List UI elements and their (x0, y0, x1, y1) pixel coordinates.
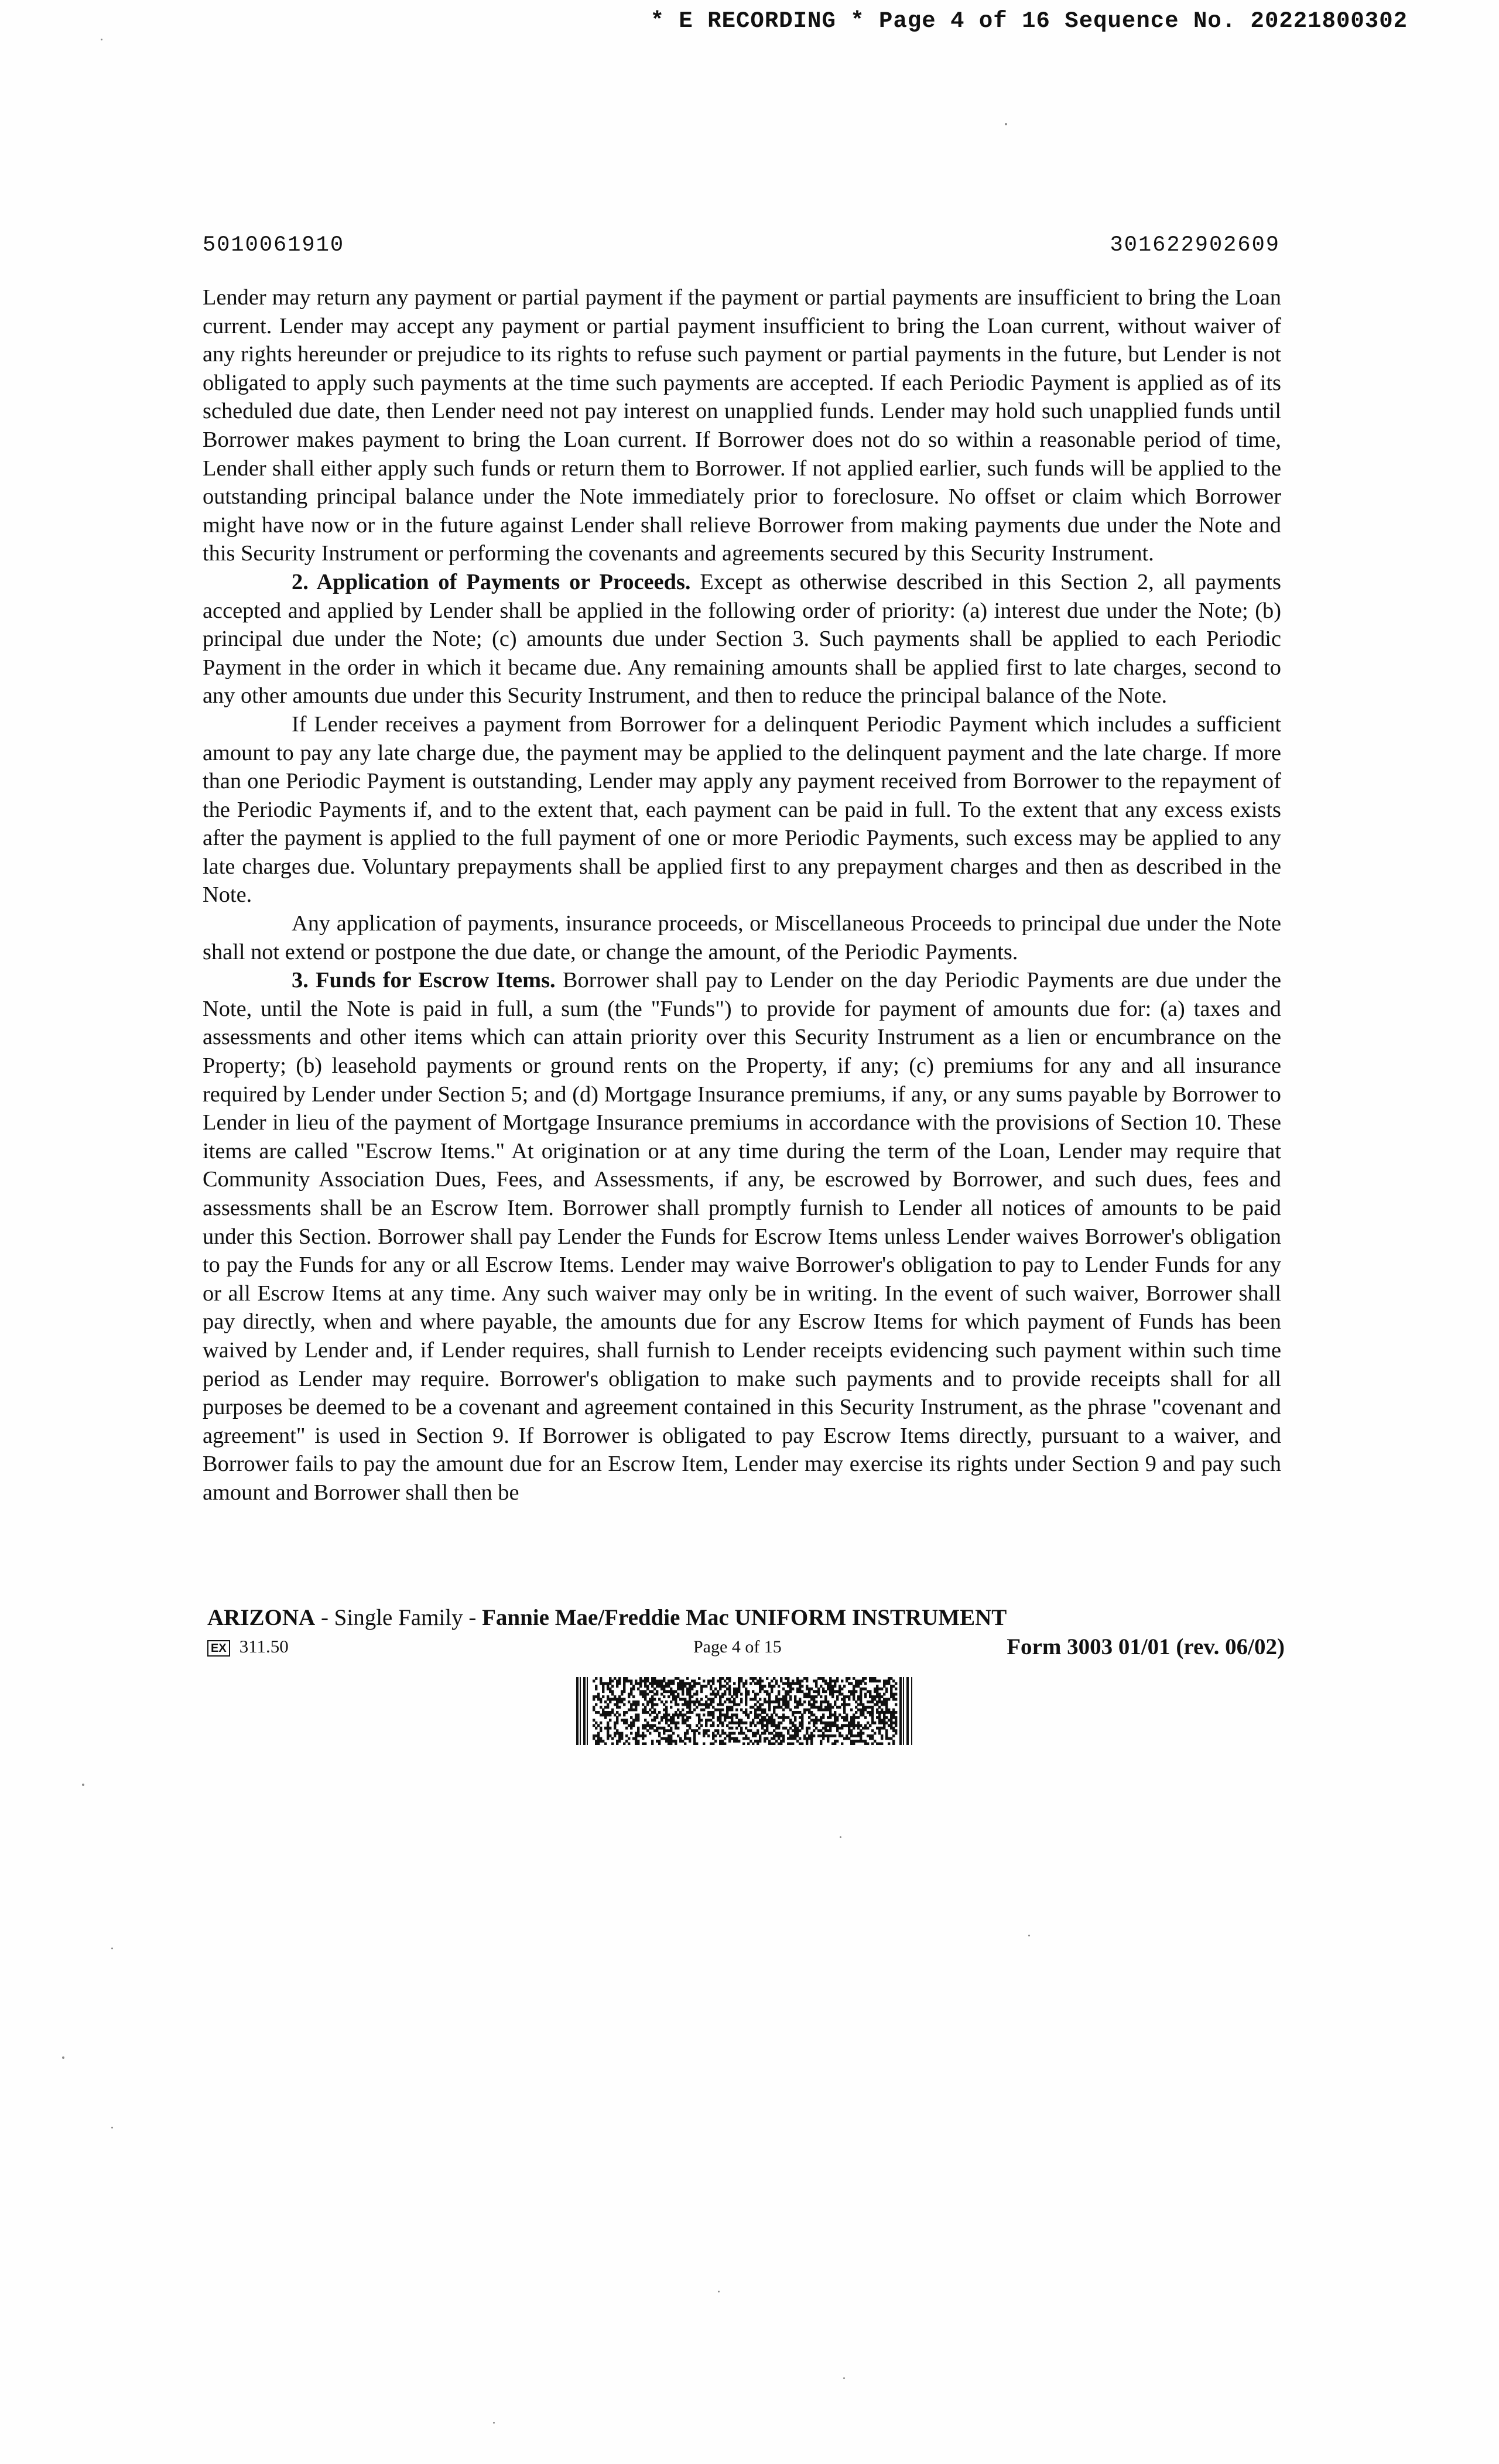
scan-speck (101, 39, 102, 40)
form-number: Form 3003 01/01 (rev. 06/02) (1007, 1634, 1285, 1659)
form-box-label: EX (207, 1640, 230, 1657)
barcode-image (576, 1677, 916, 1745)
footer-instrument-line (207, 1604, 1007, 1631)
section-3-heading: 3. Funds for Escrow Items. (292, 968, 556, 993)
paragraph-application-of-proceeds: Any application of payments, insurance proceeds, or Miscellaneous Proceeds to principal due under the Note shall not extend or postpone the due date, or change the amount, of the Periodic Payments. (203, 911, 1281, 964)
scan-speck (62, 2056, 64, 2059)
scan-speck (82, 1784, 84, 1786)
footer-separator: - Single Family - (315, 1605, 482, 1630)
footer-form-line (207, 1634, 1285, 1659)
paragraph-delinquent-payment: If Lender receives a payment from Borrower for a delinquent Periodic Payment which includes a sufficient amount to pay any late charge due, the payment may be applied to the delinquent payment and the late charge. If more than one Periodic Payment is outstanding, Lender may apply any payment received from Borrower to the repayment of the Periodic Payments if, and to the extent that, each payment can be paid in full. To the extent that any excess exists after the payment is applied to the full payment of one or more Periodic Payments, such excess may be applied to any late charges due. Voluntary prepayments shall be applied first to any prepayment charges and then as described in the Note. (203, 711, 1281, 908)
scan-speck (718, 2291, 720, 2292)
scan-speck (111, 2127, 113, 2128)
scan-speck (111, 1948, 113, 1949)
loan-number-right: 301622902609 (1110, 233, 1280, 258)
footer-instrument: Fannie Mae/Freddie Mac UNIFORM INSTRUMENT (482, 1605, 1007, 1630)
section-2-text: Except as otherwise described in this Section 2, all payments accepted and applied by Lender shall be applied in the following order of priority: (a) interest due under the Note; (b) principal due under the Note; (c) amounts due under Section 3. Such payments shall be applied to each Periodic Payment in the order in which it became due. Any remaining amounts shall be applied first to late charges, second to any other amounts due under this Security Instrument, and then to reduce the principal balance of the Note. (203, 569, 1281, 709)
section-2-paragraph (203, 568, 1281, 710)
loan-number-left: 5010061910 (203, 233, 345, 258)
document-body (203, 283, 1281, 1507)
footer-state: ARIZONA (207, 1605, 316, 1630)
paragraph-unapplied-payments: Lender may return any payment or partial payment if the payment or partial payments are insufficient to bring the Loan current. Lender may accept any payment or partial payment insufficient to bring the Loan current, without waiver of any rights hereunder or prejudice to its rights to refuse such payment or partial payments in the future, but Lender is not obligated to apply such payments at the time such payments are accepted. If each Periodic Payment is applied as of its scheduled due date, then Lender need not pay interest on unapplied funds. Lender may hold such unapplied funds until Borrower makes payment to bring the Loan current. If Borrower does not do so within a reasonable period of time, Lender shall either apply such funds or return them to Borrower. If not applied earlier, such funds will be applied to the outstanding principal balance under the Note immediately prior to foreclosure. No offset or claim which Borrower might have now or in the future against Lender shall relieve Borrower from making payments due under the Note and this Security Instrument or performing the covenants and agreements secured by this Security Instrument. (203, 285, 1281, 566)
scan-speck (840, 1836, 841, 1838)
scan-speck (1005, 123, 1007, 125)
section-3-paragraph (203, 966, 1281, 1507)
scan-speck (1028, 1935, 1030, 1936)
recording-stamp: * E RECORDING * Page 4 of 16 Sequence No. 20221800302 (650, 8, 1408, 34)
form-code-number: 311.50 (239, 1636, 289, 1657)
scan-speck (843, 2377, 845, 2379)
section-2-heading: 2. Application of Payments or Proceeds. (292, 569, 691, 594)
form-code (207, 1636, 289, 1657)
scan-speck (493, 2422, 495, 2424)
section-3-text: Borrower shall pay to Lender on the day Periodic Payments are due under the Note, until the Note is paid in full, a sum (the "Funds") to provide for payment of amounts due for: (a) taxes and assessments and other items which can attain priority over this Security Instrument as a lien or encumbrance on the Property; (b) leasehold payments or ground rents on the Property, if any; (c) premiums for any and all insurance required by Lender under Section 5; and (d) Mortgage Insurance premiums, if any, or any sums payable by Borrower to Lender in lieu of the payment of Mortgage Insurance premiums in accordance with the provisions of Section 10. These items are called "Escrow Items." At origination or at any time during the term of the Loan, Lender may require that Community Association Dues, Fees, and Assessments, if any, be escrowed by Borrower, and such dues, fees and assessments shall be an Escrow Item. Borrower shall promptly furnish to Lender all notices of amounts to be paid under this Section. Borrower shall pay Lender the Funds for Escrow Items unless Lender waives Borrower's obligation to pay the Funds for any or all Escrow Items. Lender may waive Borrower's obligation to pay to Lender Funds for any or all Escrow Items at any time. Any such waiver may only be in writing. In the event of such waiver, Borrower shall pay directly, when and where payable, the amounts due for any Escrow Items for which payment of Funds has been waived by Lender and, if Lender requires, shall furnish to Lender receipts evidencing such payment within such time period as Lender may require. Borrower's obligation to make such payments and to provide receipts shall for all purposes be deemed to be a covenant and agreement contained in this Security Instrument, as the phrase "covenant and agreement" is used in Section 9. If Borrower is obligated to pay Escrow Items directly, pursuant to a waiver, and Borrower fails to pay the amount due for an Escrow Item, Lender may exercise its rights under Section 9 and pay such amount and Borrower shall then be (203, 968, 1281, 1505)
page-number: Page 4 of 15 (693, 1637, 782, 1657)
